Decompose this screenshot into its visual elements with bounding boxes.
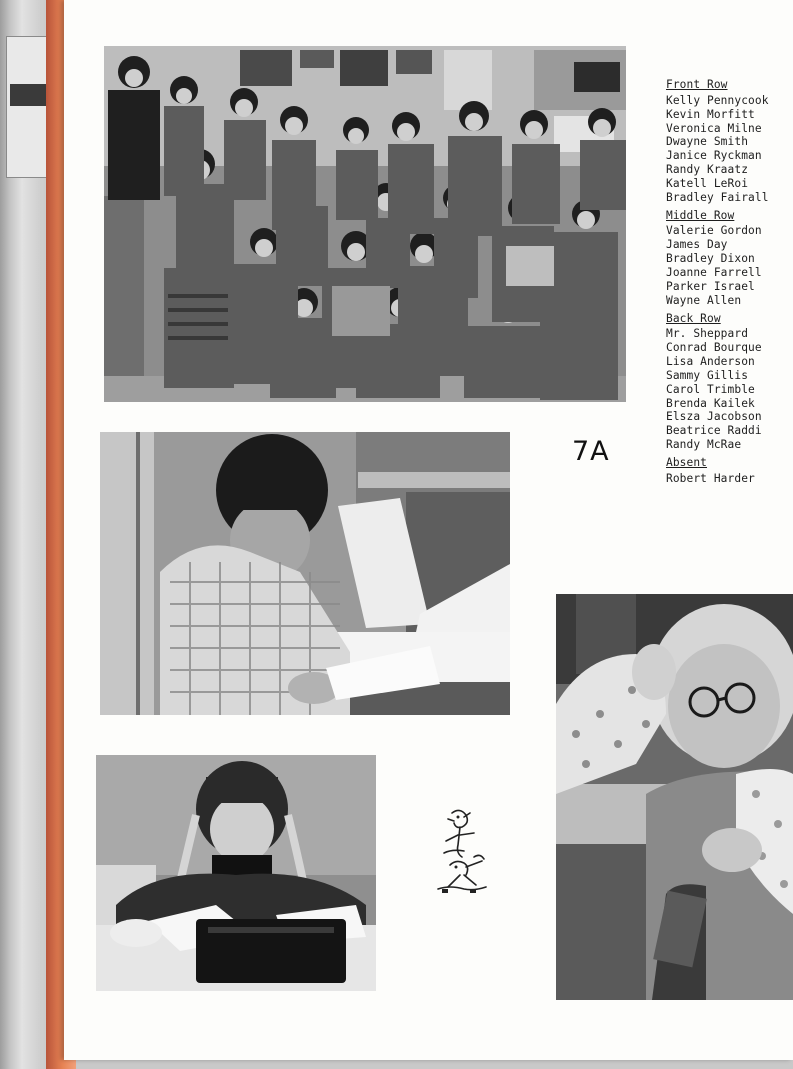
student-reading-photo — [100, 432, 510, 715]
class-group-photo — [104, 46, 626, 402]
roster-name: Joanne Farrell — [666, 265, 762, 279]
roster-name: Lisa Anderson — [666, 355, 755, 369]
roster-heading-absent: Absent — [666, 455, 708, 469]
roster-name: Dwayne Smith — [666, 135, 749, 149]
roster-name: Carol Trimble — [666, 382, 755, 396]
roster-name: Beatrice Raddi — [666, 424, 762, 438]
roster-heading-front-row: Front Row — [666, 78, 728, 91]
roster-name: Valerie Gordon — [666, 224, 762, 238]
roster-name: Parker Israel — [666, 279, 755, 293]
roster-heading-middle-row: Middle Row — [666, 208, 735, 222]
roster-name: Kevin Morfitt — [666, 107, 755, 121]
roster-name: Randy McRae — [666, 438, 742, 452]
roster-name: Veronica Milne — [666, 121, 762, 135]
roster-name: James Day — [666, 238, 728, 252]
roster-name: Bradley Fairall — [666, 190, 769, 204]
student-writing-photo — [96, 755, 376, 991]
roster-name: Katell LeRoi — [666, 176, 749, 190]
roster-name: Randy Kraatz — [666, 163, 749, 177]
student-thinking-photo — [556, 594, 793, 1000]
roster-name: Conrad Bourque — [666, 341, 762, 355]
doodle-illustration — [430, 805, 492, 897]
roster-name: Robert Harder — [666, 471, 755, 485]
roster-name: Sammy Gillis — [666, 368, 749, 382]
roster-heading-back-row: Back Row — [666, 311, 721, 325]
roster-name: Bradley Dixon — [666, 252, 755, 266]
class-roster — [666, 78, 793, 528]
roster-name: Wayne Allen — [666, 293, 742, 307]
roster-name: Brenda Kailek — [666, 396, 755, 410]
class-label: 7A — [572, 436, 610, 467]
roster-name: Kelly Pennycook — [666, 93, 769, 107]
roster-name: Janice Ryckman — [666, 149, 762, 163]
roster-name: Elsza Jacobson — [666, 410, 762, 424]
roster-name: Mr. Sheppard — [666, 327, 749, 341]
